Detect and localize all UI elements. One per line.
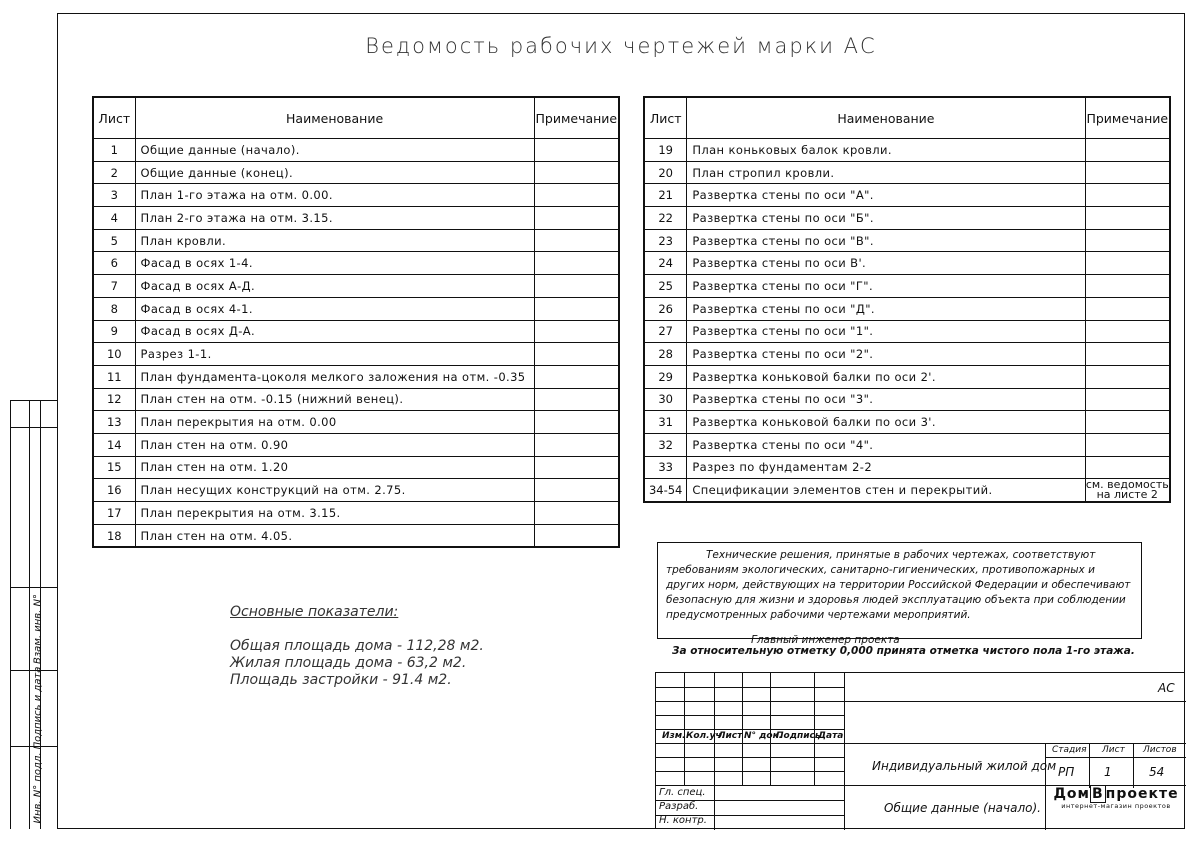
table-row: [93, 502, 619, 525]
table-row: [644, 229, 1170, 252]
indicator-building-area: Площадь застройки - 91.4 м2.: [230, 672, 452, 688]
sheet-number: 9: [93, 320, 135, 343]
sheet-number: 8: [93, 297, 135, 320]
sheet-number: 4: [93, 207, 135, 230]
col-header-name: Наименование: [135, 97, 534, 139]
drawing-note: [534, 433, 619, 456]
stamp-role-control: Н. контр.: [659, 815, 707, 826]
drawing-name: Разрез по фундаментам 2-2: [687, 456, 1085, 479]
table-row: [644, 297, 1170, 320]
drawing-name: Общие данные (конец).: [135, 161, 534, 184]
drawing-name: Развертка стены по оси "А".: [687, 184, 1085, 207]
indicator-living-area: Жилая площадь дома - 63,2 м2.: [230, 655, 467, 671]
table-row: [93, 275, 619, 298]
table-row: [93, 161, 619, 184]
stamp-stage-label: Стадия: [1052, 745, 1087, 755]
table-row: [644, 139, 1170, 162]
drawing-note: [534, 207, 619, 230]
drawing-note: [534, 411, 619, 434]
table-row: [644, 252, 1170, 275]
drawing-name: Разрез 1-1.: [135, 343, 534, 366]
drawing-name: План перекрытия на отм. 0.00: [135, 411, 534, 434]
sheet-number: 19: [644, 139, 687, 162]
table-row: [93, 365, 619, 388]
table-row: [93, 139, 619, 162]
drawing-note: [534, 139, 619, 162]
drawing-name: Развертка стены по оси "1".: [687, 320, 1085, 343]
sheet-number: 7: [93, 275, 135, 298]
drawing-note: [1085, 456, 1170, 479]
zero-level-note: За относительную отметку 0,000 принята отметка чистого пола 1-го этажа.: [672, 645, 1135, 657]
chief-engineer-label: Главный инженер проекта: [751, 634, 900, 646]
stamp-role-developer: Разраб.: [659, 801, 699, 812]
sheet-number: 25: [644, 275, 687, 298]
drawing-note: [1085, 411, 1170, 434]
table-row: [93, 411, 619, 434]
indicator-total-area: Общая площадь дома - 112,28 м2.: [230, 638, 484, 654]
drawing-name: План фундамента-цоколя мелкого заложения на отм. -0.35: [135, 365, 534, 388]
sheet-number: 18: [93, 524, 135, 547]
main-indicators: [230, 604, 484, 689]
drawing-name: План 1-го этажа на отм. 0.00.: [135, 184, 534, 207]
col-header-sheet: Лист: [644, 97, 687, 139]
drawing-note: [1085, 343, 1170, 366]
stamp-col-count: Кол.уч.: [686, 731, 726, 741]
drawing-note: [534, 479, 619, 502]
col-header-note: Примечание: [1085, 97, 1170, 139]
col-header-name: Наименование: [687, 97, 1085, 139]
drawing-note: [1085, 229, 1170, 252]
sheet-number: 10: [93, 343, 135, 366]
drawing-name: План стен на отм. 0.90: [135, 433, 534, 456]
table-row: [93, 479, 619, 502]
col-header-note: Примечание: [534, 97, 619, 139]
technical-note-text: Технические решения, принятые в рабочих чертежах, соответствуют требованиям экологических, санитарно-гигиенических, противопожарных и других норм, действующих на территории Российской Федерации и обеспечивают безопасную для жизни и здоровья людей эксплуатацию объекта при соблюдении предусмотренных рабочими чертежами мероприятий.: [666, 549, 1131, 621]
drawing-note: [534, 275, 619, 298]
sheet-number: 27: [644, 320, 687, 343]
drawing-note: [1085, 433, 1170, 456]
drawing-note: [1085, 161, 1170, 184]
drawing-note: [534, 320, 619, 343]
sheet-number: 12: [93, 388, 135, 411]
drawing-note: [1085, 184, 1170, 207]
table-row: [644, 343, 1170, 366]
drawing-note: [534, 524, 619, 547]
drawing-note: [1085, 388, 1170, 411]
drawing-name: Фасад в осях 4-1.: [135, 297, 534, 320]
sheet-number: 1: [93, 139, 135, 162]
table-row: [644, 161, 1170, 184]
drawing-note: [534, 343, 619, 366]
sheet-number: 11: [93, 365, 135, 388]
sheet-number: 6: [93, 252, 135, 275]
drawing-name: План стропил кровли.: [687, 161, 1085, 184]
side-label-inv: Инв. N° подл.: [32, 751, 44, 824]
drawings-table-right: [643, 96, 1171, 503]
table-row: [93, 229, 619, 252]
table-row: [93, 433, 619, 456]
drawing-name: Развертка стены по оси "Г".: [687, 275, 1085, 298]
table-row: [644, 365, 1170, 388]
drawing-name: План 2-го этажа на отм. 3.15.: [135, 207, 534, 230]
table-row: [644, 320, 1170, 343]
drawing-note: [534, 252, 619, 275]
drawing-name: План несущих конструкций на отм. 2.75.: [135, 479, 534, 502]
drawing-note: [1085, 207, 1170, 230]
table-row: [93, 524, 619, 547]
drawing-name: Развертка коньковой балки по оси 2'.: [687, 365, 1085, 388]
sheet-number: 23: [644, 229, 687, 252]
sheet-number: 17: [93, 502, 135, 525]
drawing-name: Развертка стены по оси "2".: [687, 343, 1085, 366]
sheet-number: 30: [644, 388, 687, 411]
table-row: [644, 275, 1170, 298]
drawing-note: [1085, 275, 1170, 298]
sheet-number: 22: [644, 207, 687, 230]
drawing-note: [1085, 252, 1170, 275]
stamp-col-date: Дата: [818, 731, 844, 741]
table-row: [644, 456, 1170, 479]
sheet-number: 3: [93, 184, 135, 207]
drawing-name: Развертка стены по оси В'.: [687, 252, 1085, 275]
drawing-name: План стен на отм. -0.15 (нижний венец).: [135, 388, 534, 411]
drawing-name: Развертка стены по оси "Б".: [687, 207, 1085, 230]
col-header-sheet: Лист: [93, 97, 135, 139]
table-row: [93, 297, 619, 320]
drawing-name: Спецификации элементов стен и перекрытий.: [687, 479, 1085, 502]
drawing-name: Развертка стены по оси "4".: [687, 433, 1085, 456]
stamp-code: АС: [1158, 681, 1175, 695]
stamp-sheet-label: Лист: [1102, 745, 1125, 755]
stamp-sheet-value: 1: [1104, 765, 1112, 779]
technical-note-box: [657, 542, 1142, 646]
drawing-note: см. ведомость на листе 2: [1085, 478, 1169, 502]
sheet-number: 2: [93, 161, 135, 184]
drawing-name: План коньковых балок кровли.: [687, 139, 1085, 162]
stamp-sheets-value: 54: [1149, 765, 1165, 779]
side-label-sign: Подпись и дата: [32, 666, 44, 750]
page-title: Ведомость рабочих чертежей марки АС: [365, 34, 877, 58]
table-row: [644, 184, 1170, 207]
sheet-number: 15: [93, 456, 135, 479]
drawing-note: [1085, 297, 1170, 320]
drawings-table-left: [92, 96, 620, 548]
sheet-number: 26: [644, 297, 687, 320]
drawing-name: План стен на отм. 4.05.: [135, 524, 534, 547]
sheet-number: 21: [644, 184, 687, 207]
stamp-col-doc: N° док.: [744, 731, 783, 741]
stamp-stage-value: РП: [1058, 765, 1075, 779]
sheet-number: 31: [644, 411, 687, 434]
stamp-col-change: Изм.: [662, 731, 686, 741]
drawing-note: [534, 297, 619, 320]
drawing-name: Развертка стены по оси "Д".: [687, 297, 1085, 320]
sheet-number: 20: [644, 161, 687, 184]
table-row: [93, 252, 619, 275]
table-row: [93, 207, 619, 230]
drawing-name: Развертка стены по оси "В".: [687, 229, 1085, 252]
sheet-number: 28: [644, 343, 687, 366]
table-row: [93, 343, 619, 366]
sheet-number: 5: [93, 229, 135, 252]
table-row: [644, 433, 1170, 456]
drawing-note: [534, 456, 619, 479]
sheet-number: 33: [644, 456, 687, 479]
drawing-note: [534, 229, 619, 252]
stamp-sheet-title: Общие данные (начало).: [884, 801, 1041, 815]
sheet-number: 29: [644, 365, 687, 388]
drawing-note: [534, 388, 619, 411]
sheet-number: 32: [644, 433, 687, 456]
drawing-note: [1085, 365, 1170, 388]
indicators-header: Основные показатели:: [230, 604, 399, 620]
drawing-name: План кровли.: [135, 229, 534, 252]
drawing-name: Общие данные (начало).: [135, 139, 534, 162]
logo-wordmark: Дом В проекте: [1053, 786, 1179, 802]
drawing-name: Фасад в осях А-Д.: [135, 275, 534, 298]
drawing-name: Фасад в осях Д-А.: [135, 320, 534, 343]
drawing-name: Развертка стены по оси "3".: [687, 388, 1085, 411]
table-row: [93, 184, 619, 207]
drawing-note: [1085, 320, 1170, 343]
stamp-role-chief: Гл. спец.: [659, 787, 706, 798]
table-row: [93, 320, 619, 343]
sheet-number: 34-54: [644, 479, 687, 502]
table-row: [644, 388, 1170, 411]
sheet-number: 14: [93, 433, 135, 456]
drawing-note: [534, 502, 619, 525]
sheet-number: 16: [93, 479, 135, 502]
table-row: [93, 388, 619, 411]
drawing-name: План перекрытия на отм. 3.15.: [135, 502, 534, 525]
table-row: [644, 207, 1170, 230]
drawing-note: [534, 161, 619, 184]
stamp-sheets-label: Листов: [1143, 745, 1177, 755]
stamp-col-sheet: Лист: [718, 731, 743, 741]
stamp-project-name: Индивидуальный жилой дом: [872, 759, 1057, 773]
table-row: [93, 456, 619, 479]
side-label-replace: Взам. инв. N°: [32, 593, 44, 664]
logo-tagline: интернет-магазин проектов: [1061, 802, 1171, 810]
stamp-col-signature: Подпись: [776, 731, 821, 741]
sheet-number: 24: [644, 252, 687, 275]
table-row: [644, 411, 1170, 434]
drawing-name: Развертка коньковой балки по оси 3'.: [687, 411, 1085, 434]
table-row: [644, 479, 1170, 502]
drawing-note: [534, 184, 619, 207]
drawing-name: Фасад в осях 1-4.: [135, 252, 534, 275]
sheet-number: 13: [93, 411, 135, 434]
drawing-name: План стен на отм. 1.20: [135, 456, 534, 479]
brand-logo: [1053, 786, 1179, 826]
drawing-note: [534, 365, 619, 388]
drawing-note: [1085, 139, 1170, 162]
